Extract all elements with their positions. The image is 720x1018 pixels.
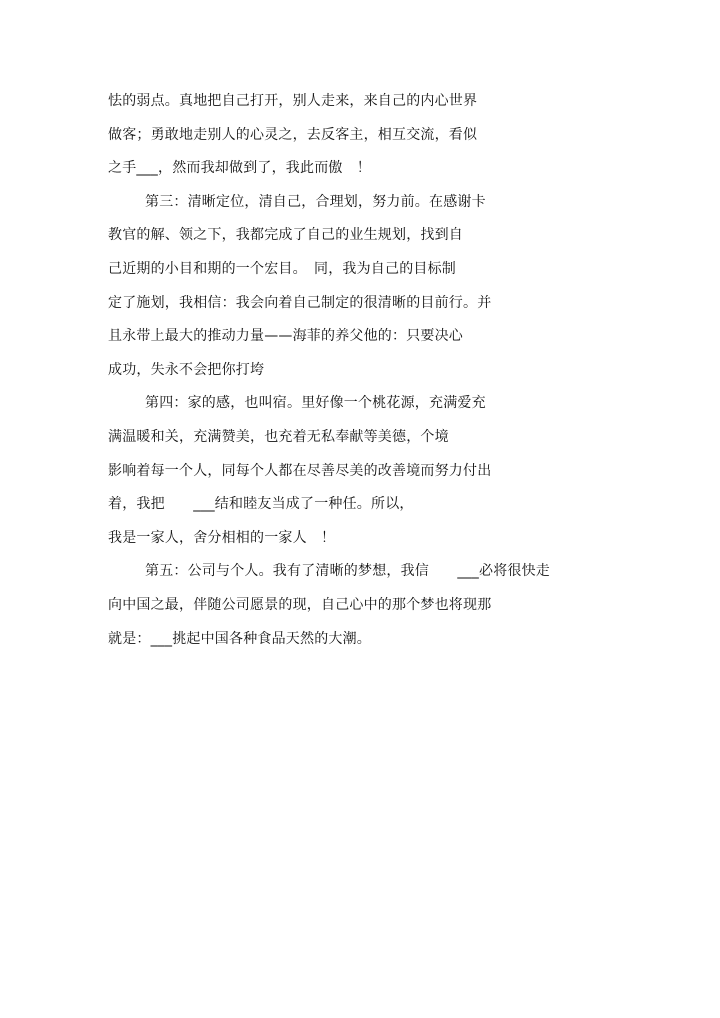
text-line-5: 教官的解、领之下，我都完成了自己的业生规划，找到自: [108, 227, 463, 244]
text-line-11: 满温暖和关，充满赞美，也充着无私奉献等美德，个境: [108, 428, 449, 445]
paragraph-three-start: 第三：清晰定位，清自己，合理划，努力前。在感谢卡: [145, 193, 486, 210]
paragraph-four-start: 第四：家的感，也叫宿。里好像一个桃花源，充满爱充: [145, 395, 486, 412]
text-line-13: 着，我把 ___结和睦友当成了一种任。所以，: [108, 496, 414, 513]
text-line-6: 己近期的小目和期的一个宏目。 同，我为自己的目标制: [108, 260, 456, 277]
text-line-17: 就是：___挑起中国各种食品天然的大潮。: [108, 630, 371, 647]
text-line-3: 之手___，然而我却做到了，我此而傲 ！: [108, 160, 371, 177]
text-line-14: 我是一家人，舍分相相的一家人 ！: [108, 529, 336, 546]
text-line-9: 成功，失永不会把你打垮: [108, 361, 265, 378]
paragraph-five-start: 第五：公司与个人。我有了清晰的梦想，我信 ___必将很快走: [145, 563, 550, 580]
text-line-1: 怯的弱点。真地把自己打开，别人走来，来自己的内心世界: [108, 93, 478, 109]
text-line-8: 且永带上最大的推动力量——海菲的养父他的：只要决心: [108, 328, 463, 345]
text-line-2: 做客；勇敢地走别人的心灵之，去反客主，相互交流，看似: [108, 126, 478, 143]
text-line-7: 定了施划，我相信：我会向着自己制定的很清晰的目前行。并: [108, 294, 492, 311]
text-line-12: 影响着每一个人，同每个人都在尽善尽美的改善境而努力付出: [108, 462, 492, 479]
text-line-16: 向中国之最，伴随公司愿景的现，自己心中的那个梦也将现那: [108, 596, 492, 613]
document-body: [108, 88, 588, 659]
